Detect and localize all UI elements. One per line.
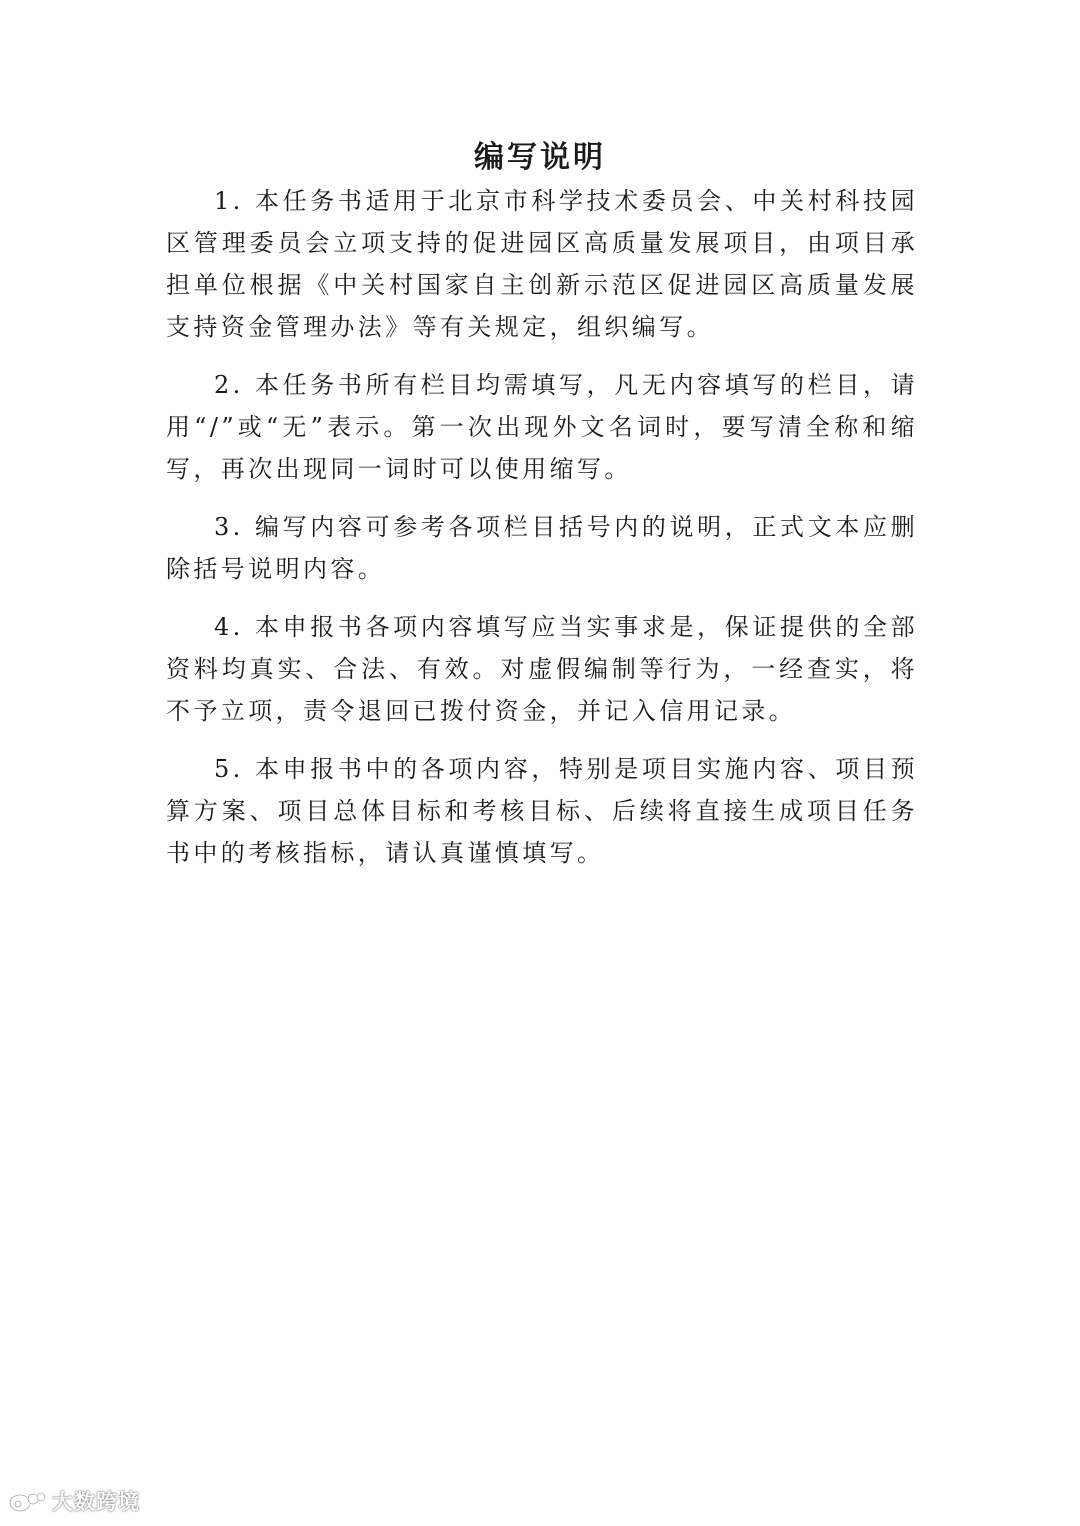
- instruction-paragraph-5: 5. 本申报书中的各项内容，特别是项目实施内容、项目预算方案、项目总体目标和考核目标、后续将直接生成项目任务书中的考核指标，请认真谨慎填写。: [166, 755, 918, 867]
- instruction-paragraph-4: 4. 本申报书各项内容填写应当实事求是，保证提供的全部资料均真实、合法、有效。对虚假编制等行为，一经查实，将不予立项，责令退回已拨付资金，并记入信用记录。: [166, 613, 918, 725]
- watermark-text: 大数跨境: [52, 1490, 140, 1514]
- weibo-logo-icon: [8, 1488, 46, 1514]
- instruction-paragraph-3: 3. 编写内容可参考各项栏目括号内的说明，正式文本应删除括号说明内容。: [166, 513, 918, 583]
- document-title: 编写说明: [474, 140, 606, 175]
- instruction-paragraph-2: 2. 本任务书所有栏目均需填写，凡无内容填写的栏目，请用“/”或“无”表示。第一次出现外文名词时，要写清全称和缩写，再次出现同一词时可以使用缩写。: [166, 371, 918, 483]
- instruction-paragraph-1: 1. 本任务书适用于北京市科学技术委员会、中关村科技园区管理委员会立项支持的促进园区高质量发展项目，由项目承担单位根据《中关村国家自主创新示范区促进园区高质量发展支持资金管理办法》等有关规定，组织编写。: [166, 187, 918, 341]
- document-body: [166, 180, 918, 874]
- watermark: [8, 1486, 140, 1516]
